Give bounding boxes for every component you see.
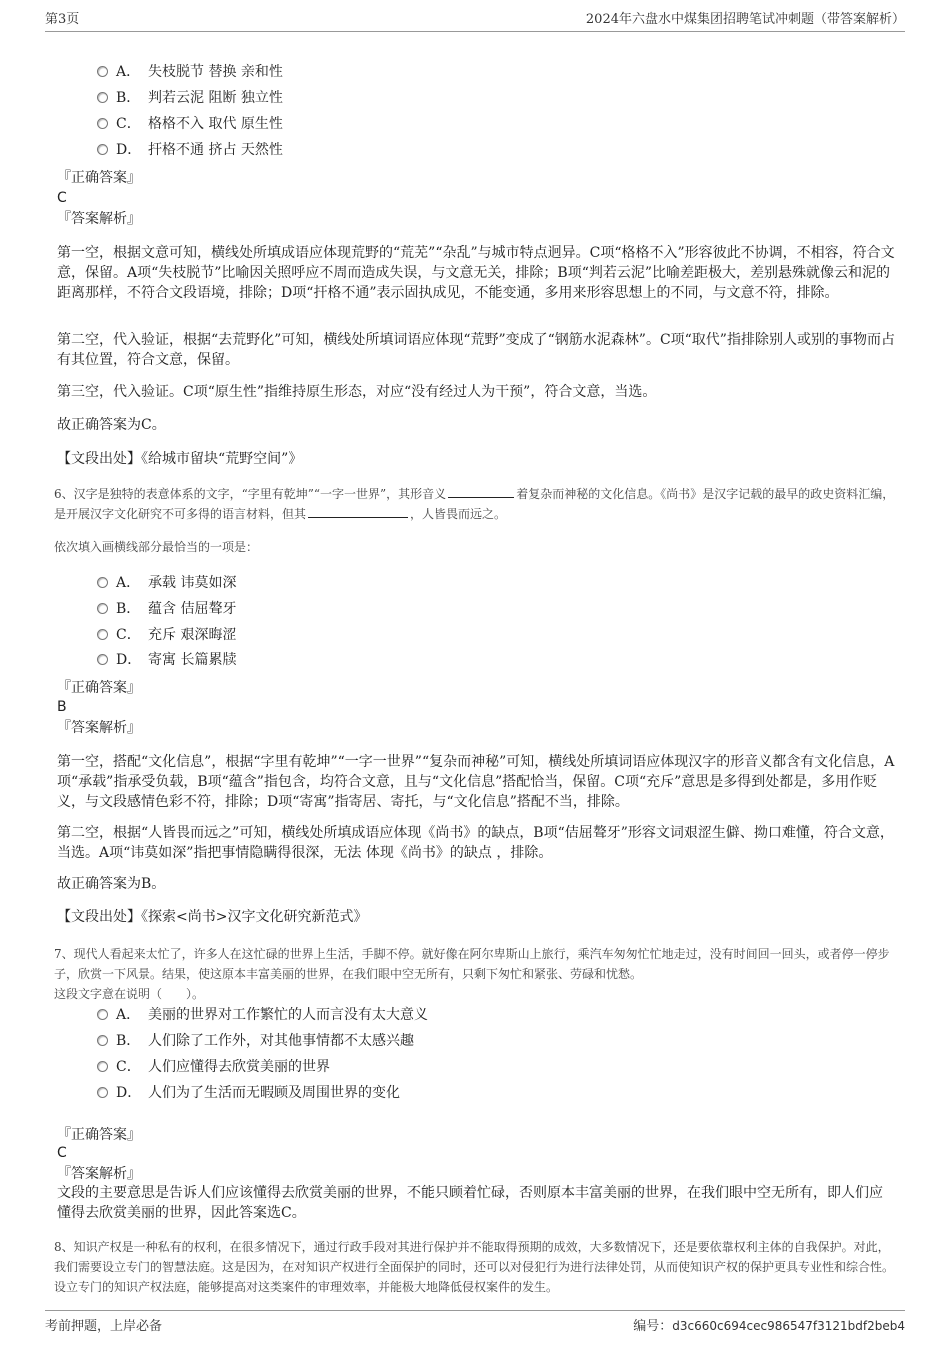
q7-answer: C: [57, 1145, 67, 1161]
radio-icon[interactable]: [97, 654, 108, 665]
q5-correct-label: 『正确答案』: [57, 170, 141, 186]
q5-option-a[interactable]: A． 失枝脱节 替换 亲和性: [97, 62, 283, 82]
q7-option-c[interactable]: C． 人们应懂得去欣赏美丽的世界: [97, 1057, 330, 1077]
radio-icon[interactable]: [97, 92, 108, 103]
q5-analysis-p1: 第一空，根据文意可知，横线处所填成语应体现荒野的“荒芜”“杂乱”与城市特点迥异。C项“格格不入”形容彼此不协调，不相容，符合文意，保留。A项“失枝脱节”比喻因关照呼应不周而造成失误，与文意无关，排除；B项“判若云泥”比喻差距极大，差别悬殊就像云和泥的距离那样，不符合文段语境，排除；D项“扞格不通”表示固执成见，不能变通，多用来形容思想上的不同，与文意不符，排除。: [57, 245, 895, 301]
q6-analysis-p1: 第一空，搭配“文化信息”，根据“字里有乾坤”“一字一世界”“复杂而神秘”可知，横线处所填词语应体现汉字的形音义都含有文化信息，A项“承载”指承受负载，B项“蕴含”指包含，均符合文意，且与“文化信息”搭配恰当，保留。C项“充斥”意思是多得到处都是，多用作贬义，与文段感情色彩不符，排除；D项“寄寓”指寄居、寄托，与“文化信息”搭配不当，排除。: [57, 754, 895, 810]
q5-option-c[interactable]: C． 格格不入 取代 原生性: [97, 114, 283, 134]
q7-option-a[interactable]: A． 美丽的世界对工作繁忙的人而言没有太大意义: [97, 1005, 428, 1025]
q6-analysis-label: 『答案解析』: [57, 720, 141, 736]
radio-icon[interactable]: [97, 1035, 108, 1046]
radio-icon[interactable]: [97, 629, 108, 640]
blank-line: [308, 505, 408, 518]
q6-instruction: 依次填入画横线部分最恰当的一项是：: [54, 540, 259, 554]
q5-option-d[interactable]: D． 扞格不通 挤占 天然性: [97, 140, 283, 160]
q6-source: 【文段出处】《探索<尚书>汉字文化研究新范式》: [57, 909, 368, 925]
radio-icon[interactable]: [97, 1087, 108, 1098]
q7-analysis: 文段的主要意思是告诉人们应该懂得去欣赏美丽的世界，不能只顾着忙碌，否则原本丰富美丽的世界，在我们眼中空无所有，即人们应懂得去欣赏美丽的世界，因此答案选C。: [57, 1185, 883, 1221]
q6-option-d[interactable]: D． 寄寓 长篇累牍: [97, 650, 236, 670]
q5-analysis-conclusion: 故正确答案为C。: [57, 417, 166, 433]
q7-option-d[interactable]: D． 人们为了生活而无暇顾及周围世界的变化: [97, 1083, 400, 1103]
header-divider: [45, 31, 905, 32]
q6-option-b[interactable]: B． 蕴含 佶屈聱牙: [97, 599, 236, 619]
radio-icon[interactable]: [97, 66, 108, 77]
header-title: 2024年六盘水中煤集团招聘笔试冲刺题（带答案解析）: [585, 12, 905, 27]
q8-stem: 8、知识产权是一种私有的权利，在很多情况下，通过行政手段对其进行保护并不能取得预期的成效，大多数情况下，还是要依靠权利主体的自我保护。对此，我们需要设立专门的智慧法庭。这是因为，在对知识产权进行全面保护的同时，还可以对侵犯行为进行法律处罚，从而使知识产权的保护更具专业性和综合性。设立专门的知识产权法庭，能够提高对这类案件的审理效率，并能极大地降低侵权案件的发生。: [54, 1240, 895, 1294]
header-page-number: 第3页: [45, 12, 80, 27]
q6-correct-label: 『正确答案』: [57, 680, 141, 696]
radio-icon[interactable]: [97, 577, 108, 588]
radio-icon[interactable]: [97, 1009, 108, 1020]
q5-analysis-p3: 第三空，代入验证。C项“原生性”指维持原生形态，对应“没有经过人为干预”，符合文意，当选。: [57, 384, 657, 400]
q5-source: 【文段出处】《给城市留块“荒野空间”》: [57, 451, 303, 467]
q6-answer: B: [57, 699, 67, 715]
q5-answer: C: [57, 190, 67, 206]
q6-analysis-conclusion: 故正确答案为B。: [57, 876, 166, 892]
q7-option-b[interactable]: B． 人们除了工作外，对其他事情都不太感兴趣: [97, 1031, 414, 1051]
radio-icon[interactable]: [97, 118, 108, 129]
footer-divider: [45, 1310, 905, 1311]
q6-option-c[interactable]: C． 充斥 艰深晦涩: [97, 625, 236, 645]
q6-stem: 6、汉字是独特的表意体系的文字，“字里有乾坤”“一字一世界”，其形音义 着复杂而神秘的文化信息。《尚书》是汉字记载的最早的政史资料汇编，是开展汉字文化研究不可多得的语言材料，但其 ，人皆畏而远之。: [54, 487, 895, 521]
radio-icon[interactable]: [97, 1061, 108, 1072]
q5-analysis-p2: 第二空，代入验证，根据“去荒野化”可知，横线处所填词语应体现“荒野”变成了“钢筋水泥森林”。C项“取代”指排除别人或别的事物而占有其位置，符合文意，保留。: [57, 332, 895, 368]
q5-analysis-label: 『答案解析』: [57, 211, 141, 227]
radio-icon[interactable]: [97, 603, 108, 614]
q5-option-b[interactable]: B． 判若云泥 阻断 独立性: [97, 88, 283, 108]
blank-line: [448, 485, 514, 498]
footer-doc-code: 编号：d3c660c694cec986547f3121bdf2beb4: [633, 1319, 905, 1334]
q7-correct-label: 『正确答案』: [57, 1127, 141, 1143]
footer-slogan: 考前押题，上岸必备: [45, 1319, 163, 1334]
q7-prompt: 这段文字意在说明（ ）。: [54, 987, 205, 1001]
q6-analysis-p2: 第二空，根据“人皆畏而远之”可知，横线处所填成语应体现《尚书》的缺点，B项“佶屈聱牙”形容文词艰涩生僻、拗口难懂，符合文意，当选。A项“讳莫如深”指把事情隐瞒得很深，无法 体现《尚书》的缺点 ，排除。: [57, 825, 894, 861]
radio-icon[interactable]: [97, 144, 108, 155]
q7-stem: 7、现代人看起来太忙了，许多人在这忙碌的世界上生活，手脚不停。就好像在阿尔卑斯山上旅行，乘汽车匆匆忙忙地走过，没有时间回一回头，或者停一停步子，欣赏一下风景。结果，使这原本丰富美丽的世界，在我们眼中空无所有，只剩下匆忙和紧张、劳碌和忧愁。: [54, 947, 890, 981]
q7-analysis-label: 『答案解析』: [57, 1166, 141, 1182]
q6-option-a[interactable]: A． 承载 讳莫如深: [97, 573, 236, 593]
